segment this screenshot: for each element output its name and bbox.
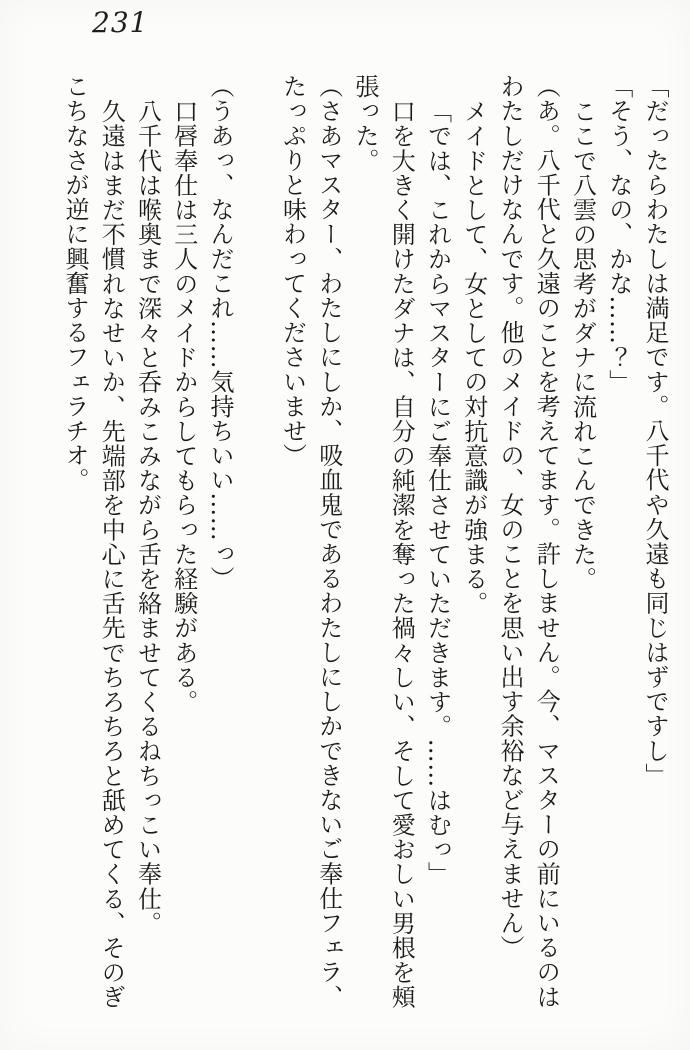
text-line-06: メイドとして、女としての対抗意識が強まる。 xyxy=(459,99,488,616)
page-number: 231 xyxy=(92,6,149,39)
text-line-13: （うあっ、なんだこれ……気持ちいい……っ） xyxy=(206,74,234,591)
text-line-02: 「そう、なの、かな……？」 xyxy=(604,74,633,394)
text-line-04: （あ。八千代と久遠のことを考えてます。許しません。今、マスターの前にいるのは xyxy=(532,74,561,1009)
text-line-11: たっぷりと味わってくださいませ） xyxy=(278,74,307,468)
text-line-07: 「では、これからマスターにご奉仕させていただきます。……はむっ」 xyxy=(423,99,452,887)
text-line-03: ここで八雲の思考がダナに流れこんできた。 xyxy=(568,99,597,591)
text-line-16: 久遠はまだ不慣れなせいか、先端部を中心に舌先でちろちろと舐めてくる、そのぎ xyxy=(97,99,126,1010)
text-line-14: 口唇奉仕は三人のメイドからしてもらった経験がある。 xyxy=(169,99,198,714)
text-line-12-blank xyxy=(238,74,274,1022)
text-line-10: （さあマスター、わたしにしか、吸血鬼であるわたしにしかできないご奉仕フェラ、 xyxy=(314,74,343,1009)
text-line-15: 八千代は喉奥まで深々と呑みこみながら舌を絡ませてくるねちっこい奉仕。 xyxy=(133,99,162,936)
text-line-09: 張った。 xyxy=(351,74,379,173)
text-line-08: 口を大きく開けたダナは、自分の純潔を奪った禍々しい、そして愛おしい男根を頰 xyxy=(387,99,416,1010)
text-line-01: 「だったらわたしは満足です。八千代や久遠も同じはずですし」 xyxy=(641,74,669,788)
text-line-05: わたしだけなんです。他のメイドの、女のことを思い出す余裕など与えません） xyxy=(496,74,524,960)
text-line-17: こちなさが逆に興奮するフェラチオ。 xyxy=(61,74,89,493)
text-block xyxy=(56,74,673,1022)
